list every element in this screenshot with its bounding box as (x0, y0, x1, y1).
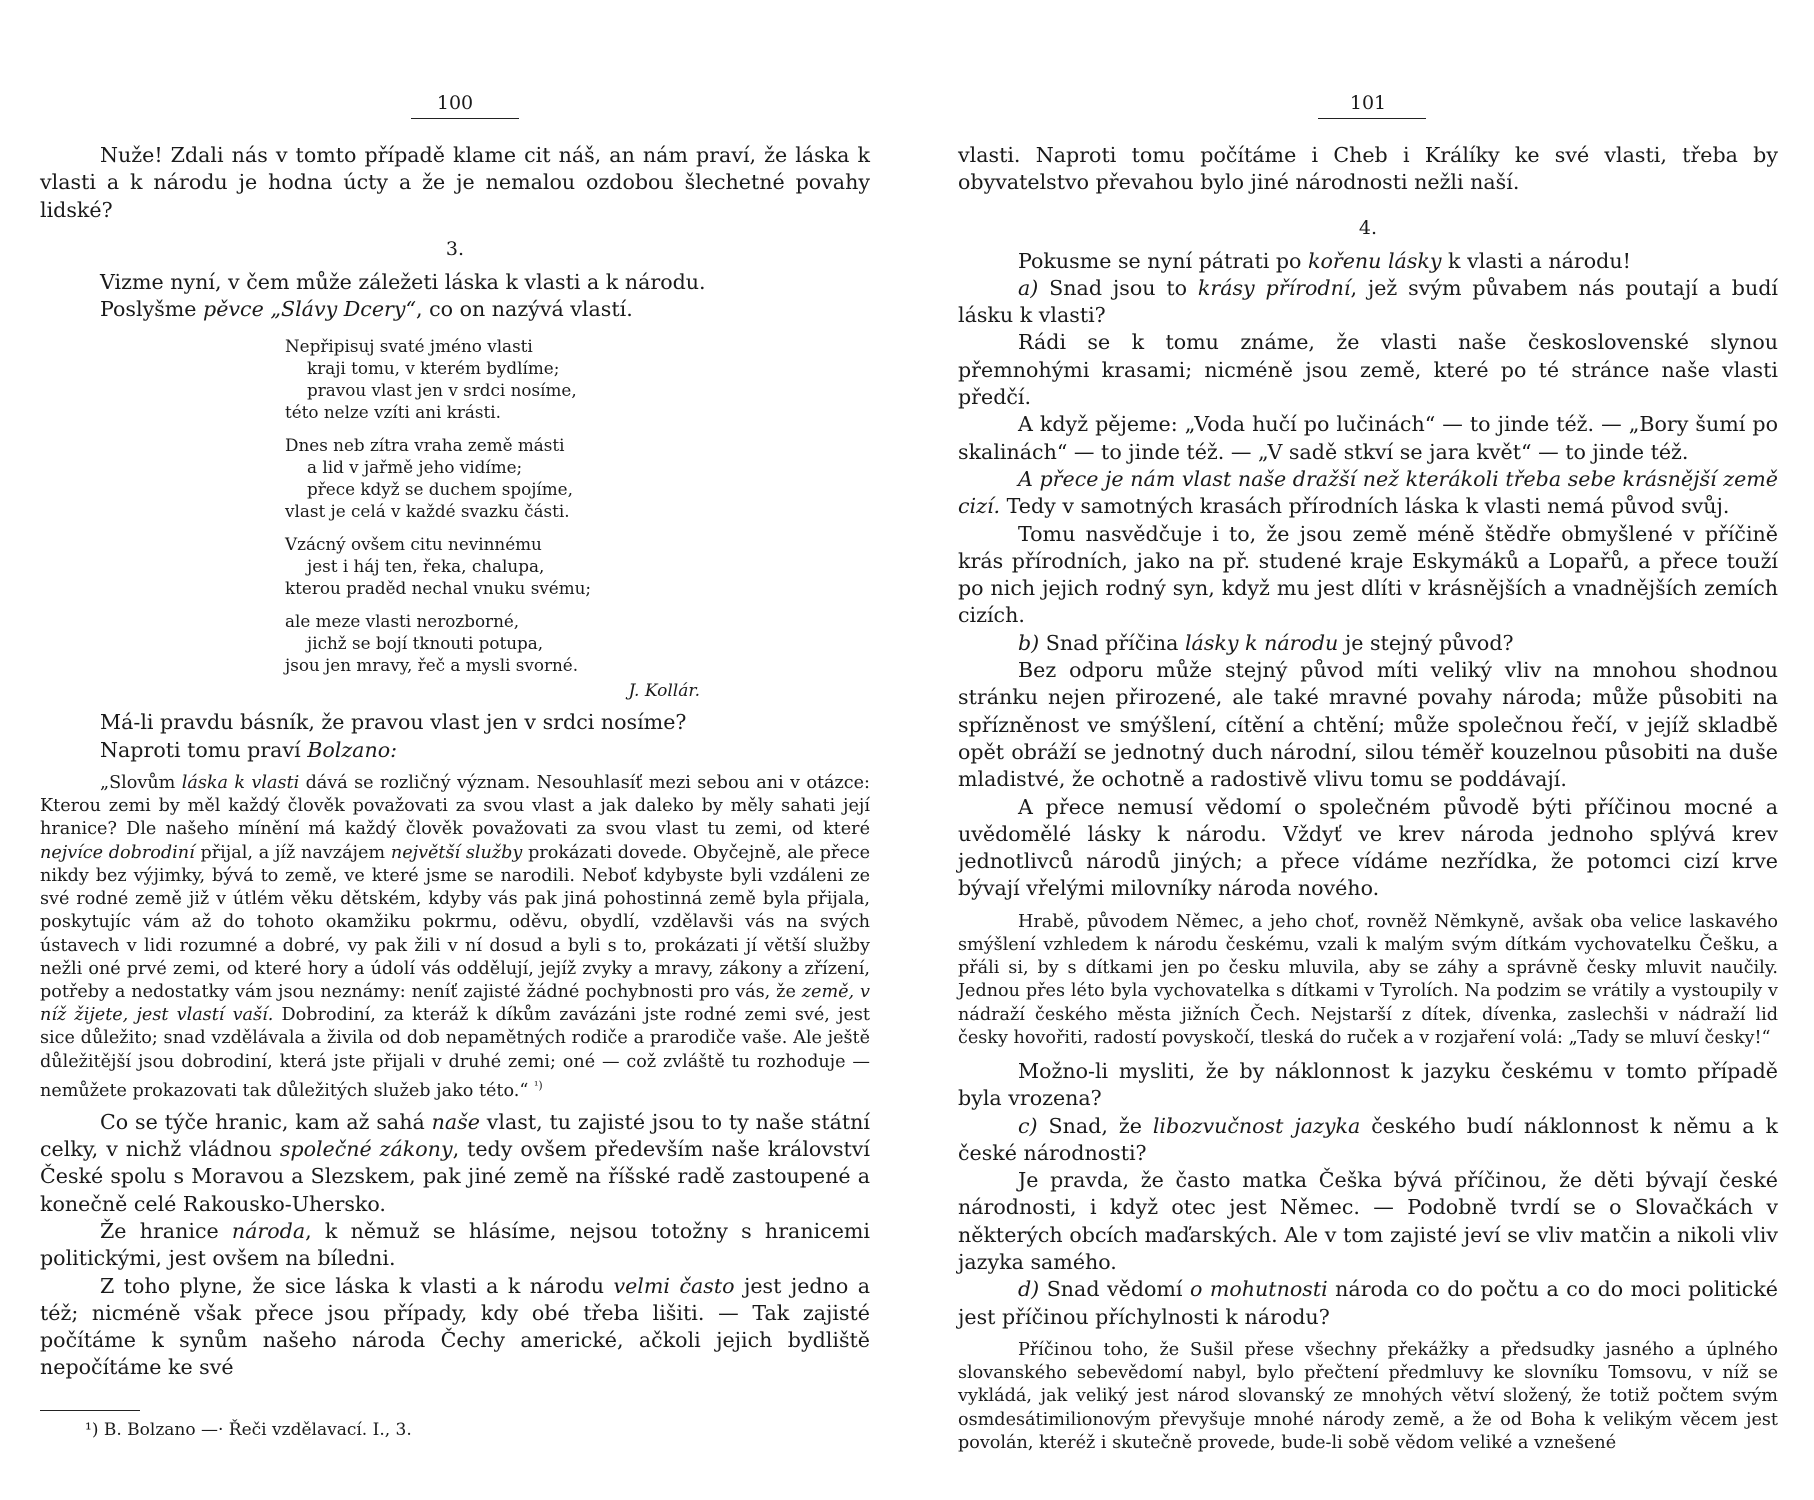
page-number-left: 100 (436, 92, 474, 114)
paragraph-plyne: Z toho plyne, že sice láska k vlasti a k národu velmi často jest jedno a též; nicméně však přece jsou případy, kdy obé třeba lišiti. — Tak zajisté počítáme k synům našeho národa Čechy americké, ačkoli jejich bydliště nepočítáme ke své (40, 1273, 870, 1380)
paragraph-hranice: Co se týče hranic, kam až sahá naše vlast, tu zajisté jsou to ty naše státní celky, v nichž vládnou společné zákony, tedy ovšem především naše království České spolu s Moravou a Slezskem, pak jiné země na říšské radě zastoupené a konečně celé Rakousko-Uhersko. (40, 1109, 871, 1216)
paragraph-c: c) Snad, že libozvučnost jazyka českého budí náklonnost k němu a k české národnosti? (958, 1113, 1778, 1165)
poem-line: Nepřipisuj svaté jméno vlasti (285, 336, 533, 357)
paragraph-bez-odporu: Bez odporu může stejný původ míti veliký vliv na mnohou shodnou stránku nejen přirozené, ale také mravné povahy národa; může působiti na spřízněnost ve smýšlení, cítění a chtění; může společnou řečí, v jejíž skladbě opět obráží se jednotný duch národní, silou téměř kouzelnou působiti na duše mladistvé, že ochotně a radostivě vlivu tomu se poddávají. (958, 658, 1778, 792)
poem-line: a lid v jařmě jeho vidíme; (307, 457, 523, 478)
paragraph-question: Má-li pravdu básník, že pravou vlast jen v srdci nosíme? (100, 710, 687, 735)
paragraph-bolzano: Naproti tomu praví Bolzano: (100, 737, 398, 762)
paragraph-hrabe: Hrabě, původem Němec, a jeho choť, rovněž Němkyně, avšak oba velice laskavého smýšlení vzhledem k národu českému, vzali k malým svým dítkám vychovatelku Češku, a přáli si, by s dítkami jen po česku mluvila, aby se záhy a správně česky mluvit naučily. Jednou přes léto byla vychovatelka s dítkami v Tyrolích. Na podzim se vrátily a vystoupily v nádraží českého města jižních Čech. Nejstarší z dítek, dívenka, zaslechši v nádraží lid česky hovořiti, radostí povyskočí, tleská do ruček a v rozjaření volá: „Tady se mluví česky!“ (958, 911, 1778, 1048)
paragraph-pravda: Je pravda, že často matka Češka bývá příčinou, že děti bývají české národnosti, i když otec jest Němec. — Podobně tvrdí se o Slovačkách v některých obcích maďarských. Ale v tom zajisté jeví se vliv matčin a nikoli vliv jazyka samého. (958, 1168, 1778, 1275)
poem-stanza (285, 533, 870, 599)
paragraph-d: d) Snad vědomí o mohutnosti národa co do počtu a co do moci politické jest příčinou příchylnosti k národu? (958, 1277, 1778, 1329)
poem-line: jest i háj ten, řeka, chalupa, (307, 556, 545, 577)
header-rule-left (411, 118, 519, 119)
page-number-right: 101 (1349, 92, 1387, 114)
paragraph-susil: Příčinou toho, že Sušil přese všechny překážky a předsudky jasného a úplného slovanského sebevědomí nabyl, bylo přečtení předmluvy ke slovníku Tomsovu, v níž se vykládá, jak veliký jest národ slovanský ze mnohých větví složený, že totiž počtem svým osmdesátimilionovým převyšuje mnohé národy země, a že od Boha k velikým věcem jest povolán, kteréž i skutečně provede, bude-li sobě vědom veliké a vznešené (958, 1339, 1778, 1453)
right-page-content (958, 142, 1778, 1455)
footnote-rule (40, 1410, 140, 1411)
paragraph-vizme: Vizme nyní, v čem může záležeti láska k vlasti a k národu. (100, 269, 706, 294)
paragraph-b: b) Snad příčina lásky k národu je stejný původ? (1018, 630, 1514, 655)
paragraph-mozno: Možno-li mysliti, že by náklonnost k jazyku českému v tomto případě byla vrozena? (958, 1058, 1778, 1111)
poem-line: Vzácný ovšem citu nevinnému (285, 534, 542, 555)
poem-stanza (285, 335, 870, 423)
section-heading-3: 3. (445, 237, 465, 260)
poem-line: vlast je celá v každé svazku části. (285, 501, 570, 522)
paragraph-prece: A přece je nám vlast naše dražší než kterákoli třeba sebe krásnější země cizí. Tedy v samotných krasách přírodních láska k vlasti nemá původ svůj. (958, 466, 1778, 519)
paragraph-continuation: vlasti. Naproti tomu počítáme i Cheb i Králíky ke své vlasti, třeba by obyvatelstvo převahou bylo jiné národnosti nežli naší. (958, 143, 1778, 195)
paragraph-poslysme: Poslyšme pěvce „Slávy Dcery“, co on nazývá vlastí. (100, 297, 633, 322)
paragraph-radi: Rádi se k tomu známe, že vlasti naše československé slynou přemnohými krasami; nicméně jsou země, které po té stránce naše vlasti předčí. (958, 330, 1778, 410)
poem-line: jsou jen mravy, řeč a mysli svorné. (285, 655, 579, 676)
header-rule-right (1318, 118, 1426, 119)
footnote: ¹) B. Bolzano —· Řeči vzdělavací. I., 3. (85, 1420, 412, 1440)
poem-line: pravou vlast jen v srdci nosíme, (307, 380, 577, 401)
poem-line: této nelze vzíti ani krásti. (285, 402, 501, 423)
poem-stanza (285, 610, 870, 676)
paragraph-narod: Že hranice národa, k němuž se hlásíme, nejsou totožny s hranicemi politickými, jest ovšem na bíledni. (40, 1218, 870, 1271)
footnote-ref: ¹) (533, 1078, 543, 1092)
bolzano-quote: „Slovům láska k vlasti dává se rozličný význam. Nesouhlasíť mezi sebou ani v otázce: Kterou zemi by měl každý člověk považovati za svou vlast a jak daleko by měly sahati její hranice? Dle našeho mínění má každý člověk považovati za svou vlast tu zemi, od které nejvíce dobrodiní přijal, a jíž navzájem největší služby prokázati dovede. Obyčejně, ale přece nikdy bez výjimky, bývá to země, ve které jsme se narodili. Neboť kdybyste byli vzdáleni ze své rodné země již v útlém věku dětském, kdyby vás pak jiná pohostinná země byla přijala, poskytujíc vám až do tohoto okamžiku pokrmu, oděvu, obydlí, vzdělavši vás na svých ústavech v lidi rozumné a dobré, vy pak žili v ní dosud a byli s to, prokázati jí větší služby nežli oné prvé zemi, od které hory a údolí vás oddělují, jejíž zvyky a mravy, zákony a zřízení, potřeby a nedostatky vám jsou neznámy: neníť zajisté žádné pochybnosti pro vás, že země, v níž žijete, jest vlastí vaší. Dobrodiní, za kteráž k díkům zavázáni jste rodné zemi své, jest sice důležito; snad vzdělávala a živila od dob nepamětných rodiče a prarodiče vaše. Ale ještě důležitější jsou dobrodiní, která jste přijali v druhé zemi; oné — což zvláště tu rozhoduje — nemůžete prokazovati tak důležitých služeb jako této.“ $^{^1)}$ (40, 773, 871, 1101)
poem-line: kterou praděd nechal vnuku svému; (285, 578, 592, 599)
paragraph-tomu: Tomu nasvědčuje i to, že jsou země méně štědře obmyšlené v příčině krás přírodních, jako na př. studené kraje Eskymáků a Lopařů, a přece touží po nich jejich rodný syn, když mu jest dlíti v krásnějších a vnadnějších zemích cizích. (958, 521, 1778, 628)
poem-line: ale meze vlasti nerozborné, (285, 611, 520, 632)
poem-stanza (285, 434, 870, 522)
paragraph-pejeme: A když pějeme: „Voda hučí po lučinách“ — to jinde též. — „Bory šumí po skalinách“ — to jinde též. — „V sadě stkví se jara květ“ — to jinde též. (958, 412, 1778, 464)
left-page-content (40, 142, 870, 1382)
paragraph-pokusme: Pokusme se nyní pátrati po kořenu lásky k vlasti a národu! (1018, 248, 1631, 273)
paragraph-intro: Nuže! Zdali nás v tomto případě klame cit náš, an nám praví, že láska k vlasti a k národu je hodna úcty a že je nemalou ozdobou šlechetné povahy lidské? (40, 143, 870, 222)
paragraph-vedomi: A přece nemusí vědomí o společném původě býti příčinou mocné a uvědomělé lásky k národu. Vždyť ve krev národa jednoho splývá krev jednotlivců národů jiných; a přece vídáme nezřídka, že potomci cizí krve bývají vřelými milovníky národa nového. (958, 794, 1778, 901)
poem-line: jichž se bojí tknouti potupa, (307, 633, 544, 654)
section-heading-4: 4. (1358, 216, 1378, 239)
poem-line: kraji tomu, v kterém bydlíme; (307, 358, 560, 379)
poem (285, 335, 870, 676)
poem-author: J. Kollár. (628, 681, 700, 702)
paragraph-a: a) Snad jsou to krásy přírodní, jež svým půvabem nás poutají a budí lásku k vlasti? (958, 275, 1779, 328)
poem-line: Dnes neb zítra vraha země másti (285, 435, 565, 456)
poem-line: přece když se duchem spojíme, (307, 479, 573, 500)
